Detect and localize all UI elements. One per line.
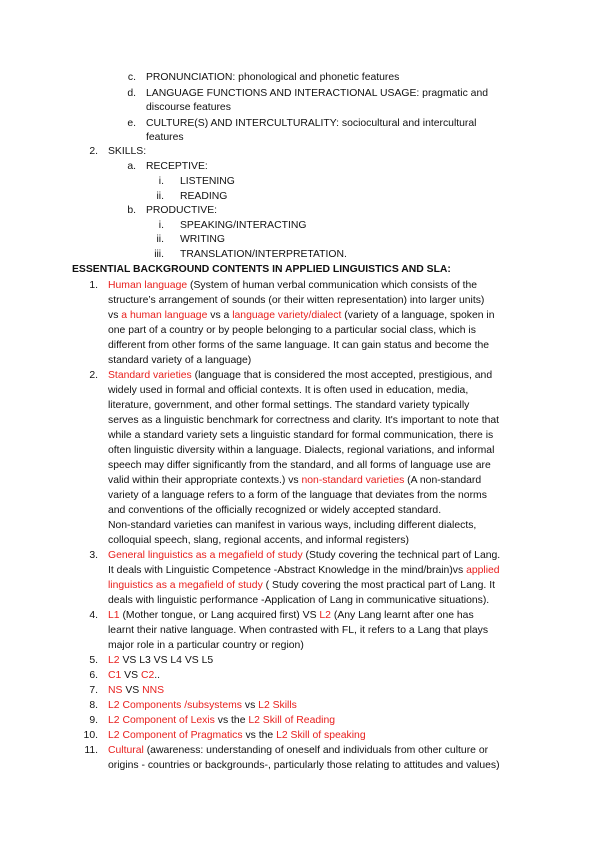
item-lexis-vs-reading: [108, 714, 335, 728]
term-non-standard-varieties: non-standard varieties: [301, 475, 405, 486]
text-run: (Any Lang learnt after one has: [330, 610, 474, 621]
item-text-line: [108, 309, 494, 323]
item-text-line: origins - countries or backgrounds-, particularly those relating to attitudes and values): [108, 760, 500, 771]
item-text-line: serves as a linguistic benchmark for correctness and clarity. It's important to note that: [108, 415, 500, 426]
skill-reading: READING: [180, 191, 228, 202]
list-item-culture: CULTURE(S) AND INTERCULTURALITY: sociocultural and intercultural: [146, 118, 477, 129]
text-run: VS: [121, 670, 141, 681]
item-text-line: learnt their native language. When contrasted with FL, it refers to a Lang that plays: [108, 625, 489, 636]
item-text-line: major role in a particular country or region): [108, 640, 304, 651]
definition-text: (System of human verbal communication which consists of the: [187, 280, 478, 291]
term-c1: C1: [108, 670, 122, 681]
term-applied-linguistics: linguistics as a megafield of study: [108, 580, 263, 591]
skill-translation: TRANSLATION/INTERPRETATION.: [180, 249, 347, 260]
item-text-line: deals with linguistic performance -Application of Lang in communicative situations).: [108, 595, 490, 606]
item-c1-vs-c2: [108, 669, 160, 683]
item-text-line: while a standard variety sets a linguistic standard for formal communication, there is: [108, 430, 494, 441]
item-text-line: often linguistic diversity within a language. Dialects, regional variations, and informal: [108, 445, 495, 456]
term-l2: L2: [319, 610, 331, 621]
item-pragmatics-vs-speaking: [108, 729, 366, 743]
item-text-line: speech may differ significantly from the standard, and all forms of language use are: [108, 460, 491, 471]
item-general-linguistics: [108, 549, 500, 563]
term-l2-component-lexis: L2 Component of Lexis: [108, 715, 215, 726]
text-run: (Mother tongue, or Lang acquired first) VS: [119, 610, 320, 621]
term-c2: C2: [140, 670, 155, 681]
list-item-pronunciation: PRONUNCIATION: phonological and phonetic features: [146, 72, 400, 83]
list-marker: i.: [158, 176, 164, 187]
item-text-line: literature, government, and other formal settings. The standard variety typically: [108, 400, 470, 411]
item-text-line: variety of a language refers to a form of the language that deviates from the norms: [108, 490, 487, 501]
list-marker: 7.: [89, 685, 98, 696]
term-nns: NNS: [142, 685, 165, 696]
term-l2-skill-reading: L2 Skill of Reading: [248, 715, 336, 726]
list-marker: 4.: [89, 610, 98, 621]
item-text-line: widely used in formal and official contexts. It is often used in education, media,: [108, 385, 469, 396]
text-run: VS L3 VS L4 VS L5: [119, 655, 214, 666]
definition-text: (Study covering the technical part of Lang.: [302, 550, 501, 561]
item-human-language: [108, 279, 477, 293]
section-heading: ESSENTIAL BACKGROUND CONTENTS IN APPLIED LINGUISTICS AND SLA:: [72, 264, 451, 275]
item-text-line: [108, 564, 500, 578]
term-language-variety: language variety/dialect: [232, 310, 342, 321]
list-marker: 11.: [84, 745, 98, 756]
term-l1: L1: [108, 610, 120, 621]
list-item-language-functions-cont: discourse features: [146, 102, 231, 113]
term-l2-skill-speaking: L2 Skill of speaking: [276, 730, 366, 741]
list-marker: 8.: [89, 700, 98, 711]
definition-text: (awareness: understanding of oneself and individuals from other culture or: [143, 745, 489, 756]
productive-label: PRODUCTIVE:: [146, 205, 218, 216]
text-run: vs the: [214, 715, 249, 726]
item-cultural: [108, 744, 488, 758]
item-l1-vs-l2: [108, 609, 474, 623]
list-marker: 9.: [89, 715, 98, 726]
text-run: vs: [108, 310, 122, 321]
skills-label: SKILLS:: [108, 146, 147, 157]
term-l2-components: L2 Components /subsystems: [108, 700, 242, 711]
term-l2: L2: [108, 655, 120, 666]
list-marker: d.: [127, 88, 136, 99]
list-marker: c.: [127, 72, 136, 83]
text-run: vs a: [207, 310, 233, 321]
receptive-label: RECEPTIVE:: [146, 161, 208, 172]
list-marker: ii.: [156, 191, 164, 202]
term-l2-component-pragmatics: L2 Component of Pragmatics: [108, 730, 243, 741]
text-run: (A non-standard: [404, 475, 482, 486]
definition-text: (language that is considered the most accepted, prestigious, and: [191, 370, 493, 381]
term-ns: NS: [108, 685, 123, 696]
text-run: valid within their appropriate contexts.) vs: [108, 475, 302, 486]
list-marker: ii.: [156, 234, 164, 245]
list-marker: 5.: [89, 655, 98, 666]
item-text-line: Non-standard varieties can manifest in various ways, including different dialects,: [108, 520, 477, 531]
item-text-line: [108, 579, 495, 593]
text-run: ..: [154, 670, 161, 681]
list-marker: 2.: [89, 370, 98, 381]
term-a-human-language: a human language: [121, 310, 208, 321]
list-marker: a.: [127, 161, 136, 172]
skill-listening: LISTENING: [180, 176, 235, 187]
term-general-linguistics: General linguistics as a megafield of study: [108, 550, 303, 561]
item-ns-vs-nns: [108, 684, 164, 698]
skill-speaking: SPEAKING/INTERACTING: [180, 220, 307, 231]
text-run: vs: [242, 700, 259, 711]
term-human-language: Human language: [108, 280, 188, 291]
item-text-line: and conventions of the officially recognized or widely accepted standard.: [108, 505, 442, 516]
item-l2-l3-l4-l5: [108, 654, 213, 668]
item-text-line: [108, 474, 481, 488]
item-text-line: structure’s arrangement of sounds (or their witten representation) into larger units): [108, 295, 485, 306]
term-standard-varieties: Standard varieties: [108, 370, 192, 381]
list-marker: 2.: [89, 146, 98, 157]
text-run: It deals with Linguistic Competence -Abstract Knowledge in the mind/brain)vs: [108, 565, 467, 576]
list-marker: 3.: [89, 550, 98, 561]
text-run: (variety of a language, spoken in: [341, 310, 495, 321]
item-text-line: one part of a country or by people belonging to a particular social class, which is: [108, 325, 476, 336]
list-item-culture-cont: features: [146, 132, 184, 143]
list-marker: e.: [127, 118, 136, 129]
list-marker: b.: [127, 205, 136, 216]
item-text-line: standard variety of a language): [108, 355, 252, 366]
list-marker: iii.: [154, 249, 164, 260]
list-marker: 1.: [89, 280, 98, 291]
item-text-line: different from other forms of the same language. It can gain status and become the: [108, 340, 490, 351]
term-cultural: Cultural: [108, 745, 144, 756]
list-marker: 10.: [83, 730, 98, 741]
text-run: ( Study covering the most practical part of Lang. It: [262, 580, 495, 591]
item-standard-varieties: [108, 369, 492, 383]
list-marker: 6.: [89, 670, 98, 681]
term-applied: applied: [466, 565, 500, 576]
list-marker: i.: [158, 220, 164, 231]
skill-writing: WRITING: [180, 234, 226, 245]
item-text-line: colloquial speech, slang, regional accents, and informal registers): [108, 535, 409, 546]
text-run: VS: [122, 685, 143, 696]
term-l2-skills: L2 Skills: [258, 700, 297, 711]
item-components-vs-skills: [108, 699, 297, 713]
list-item-language-functions: LANGUAGE FUNCTIONS AND INTERACTIONAL USAGE: pragmatic and: [146, 88, 489, 99]
text-run: vs the: [242, 730, 277, 741]
